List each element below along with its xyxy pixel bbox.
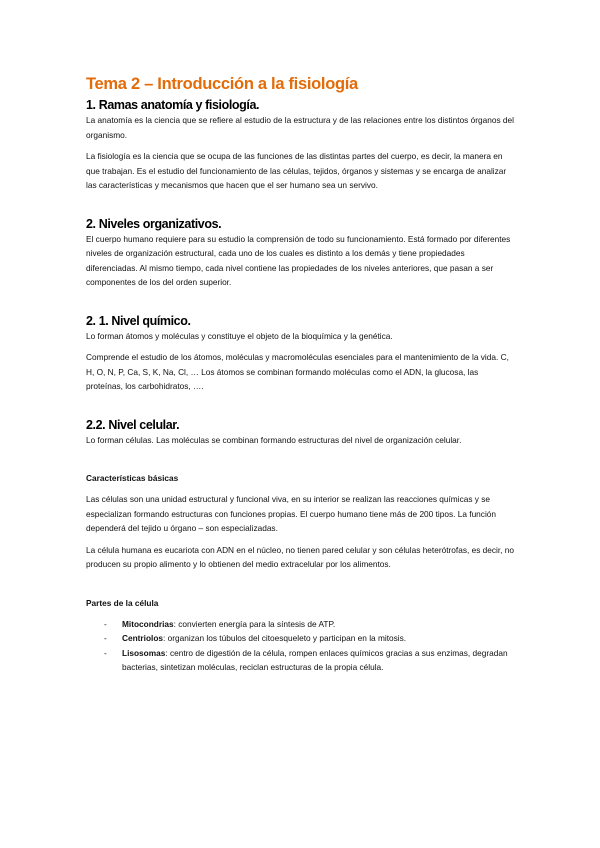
section-2-heading: 2. Niveles organizativos. (86, 216, 222, 231)
section-1-paragraph-2: La fisiología es la ciencia que se ocupa de las funciones de las distintas partes del cuerpo, es decir, la manera en que trabajan. Es el estudio del funcionamiento de las células, tejidos, órganos y sistemas y se encarga de analizar las características y mecanismos que hacen que el ser humano sea un servivo. (86, 151, 507, 190)
document-title: Tema 2 – Introducción a la fisiología (86, 75, 358, 93)
list-item (86, 631, 516, 646)
section-1-heading: 1. Ramas anatomía y fisiología. (86, 98, 260, 112)
caracteristicas-heading: Características básicas (86, 473, 179, 483)
list-item-text: : centro de digestión de la célula, rompen enlaces químicos gracias a sus enzimas, degradan bacterias, sintetizan moléculas, reciclan estructuras de la propia célula. (122, 647, 508, 672)
section-2-1-paragraph-1: Lo forman átomos y moléculas y constituye el objeto de la bioquímica y la genética. (86, 330, 393, 341)
list-dash: - (104, 647, 107, 658)
section-1-paragraph-1: La anatomía es la ciencia que se refiere al estudio de la estructura y de las relaciones entre los distintos órganos del organismo. (86, 115, 514, 140)
list-item-text: : convierten energía para la síntesis de ATP. (173, 618, 336, 629)
section-2-2-paragraph-1: Lo forman células. Las moléculas se combinan formando estructuras del nivel de organización celular. (86, 434, 462, 445)
section-2-1-heading: 2. 1. Nivel químico. (86, 313, 191, 328)
list-item (86, 646, 516, 675)
list-dash: - (104, 633, 107, 643)
section-2-2-heading: 2.2. Nivel celular. (86, 417, 180, 432)
section-2-1-paragraph-2: Comprende el estudio de los átomos, moléculas y macromoléculas esenciales para el mantenimiento de la vida. C, H, O, N, P, Ca, S, K, Na, Cl, … Los átomos se combinan formando moléculas como el ADN, la glucosa, las proteínas, los carbohidratos, …. (86, 352, 509, 391)
section-2-paragraph-1: El cuerpo humano requiere para su estudio la comprensión de todo su funcionamiento. Está formado por diferentes niveles de organización estructural, cada uno de los cuales es distinto a los demás y tiene propiedades diferenciadas. Al mismo tiempo, cada nivel contiene las propiedades de los niveles anteriores, que pasan a ser componentes de los del orden superior. (86, 233, 511, 287)
document-body (86, 74, 516, 675)
list-item-term: Centriolos (122, 633, 164, 643)
partes-celula-heading: Partes de la célula (86, 597, 159, 608)
list-item-term: Mitocondrias (122, 618, 174, 629)
caracteristicas-paragraph-1: Las células son una unidad estructural y funcional viva, en su interior se realizan las reacciones químicas y se especializan formando estructuras con funciones propias. El cuerpo humano tiene más de 200 tipos. La función dependerá del tejido u órgano – son especializadas. (86, 494, 497, 533)
list-item-term: Lisosomas (122, 647, 166, 658)
partes-celula-list (86, 617, 516, 675)
list-item (86, 617, 516, 632)
list-dash: - (104, 618, 107, 629)
caracteristicas-paragraph-2: La célula humana es eucariota con ADN en el núcleo, no tienen pared celular y son células heterótrofas, es decir, no producen su propio alimento y lo obtienen del medio extracelular por los alimentos. (86, 544, 515, 569)
list-item-text: : organizan los túbulos del citoesqueleto y participan en la mitosis. (163, 633, 407, 643)
